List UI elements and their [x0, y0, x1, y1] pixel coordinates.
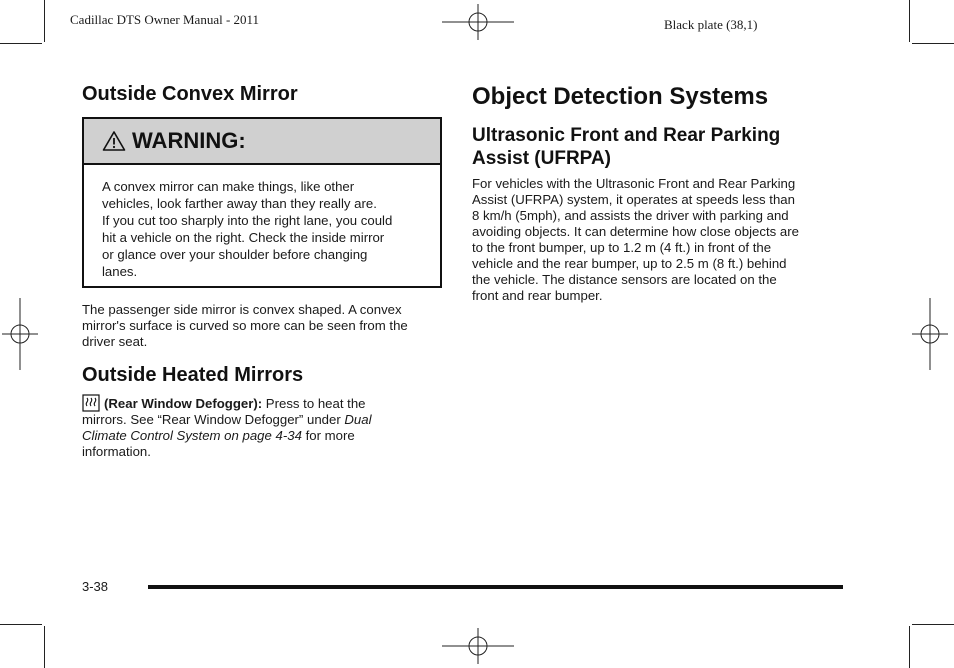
heading-ufrpa-line: Assist (UFRPA): [472, 148, 611, 169]
paragraph-line: driver seat.: [82, 334, 148, 349]
page-number: 3-38: [82, 579, 109, 594]
header-plate-info: Black plate (38,1): [664, 17, 758, 32]
paragraph-line: Assist (UFRPA) system, it operates at speeds less than: [472, 192, 795, 207]
crop-mark-br-v: [909, 626, 910, 668]
crop-mark-tr-v: [909, 0, 910, 42]
cross-reference-link[interactable]: Climate Control System on page 4-34: [82, 428, 302, 443]
warning-line: lanes.: [102, 263, 138, 279]
heading-ufrpa: [472, 124, 852, 170]
crop-mark-br-h: [912, 624, 954, 625]
defogger-paragraph: [82, 394, 447, 460]
crop-mark-tl-v: [44, 0, 45, 42]
defogger-text: information.: [82, 444, 151, 459]
cross-reference-link[interactable]: Dual: [344, 412, 372, 427]
paragraph-line: to the front bumper, up to 1.2 m (4 ft.) in front of the: [472, 240, 772, 255]
ufrpa-paragraph: [472, 176, 852, 304]
heading-outside-heated-mirrors: Outside Heated Mirrors: [82, 364, 304, 386]
paragraph-line: vehicle and the rear bumper, up to 2.5 m (8 ft.) behind: [472, 256, 787, 271]
crop-mark-tl-h: [0, 43, 42, 44]
registration-mark-icon: [442, 4, 514, 40]
paragraph-line: For vehicles with the Ultrasonic Front and Rear Parking: [472, 176, 796, 191]
warning-box: [82, 117, 442, 288]
paragraph-line: front and rear bumper.: [472, 288, 603, 303]
warning-line: vehicles, look farther away than they really are.: [102, 195, 377, 211]
registration-mark-icon: [442, 628, 514, 664]
paragraph-line: avoiding objects. It can determine how close objects are: [472, 224, 799, 239]
warning-line: hit a vehicle on the right. Check the inside mirror: [102, 229, 385, 245]
registration-mark-icon: [2, 298, 38, 370]
paragraph-line: The passenger side mirror is convex shaped. A convex: [82, 302, 402, 317]
defogger-text: for more: [301, 428, 355, 443]
warning-line: If you cut too sharply into the right lane, you could: [102, 212, 393, 228]
paragraph-line: mirror's surface is curved so more can be seen from the: [82, 318, 408, 333]
warning-line: A convex mirror can make things, like other: [102, 179, 355, 194]
heading-outside-convex-mirror: Outside Convex Mirror: [82, 83, 298, 105]
heading-ufrpa-line: Ultrasonic Front and Rear Parking: [472, 125, 781, 146]
footer-rule: [148, 585, 843, 589]
defogger-label: (Rear Window Defogger):: [104, 396, 263, 411]
paragraph-line: the vehicle. The distance sensors are located on the: [472, 272, 777, 287]
heading-object-detection-systems: Object Detection Systems: [472, 83, 769, 110]
crop-mark-bl-h: [0, 624, 42, 625]
warning-triangle-icon: [102, 130, 126, 152]
defogger-text: mirrors. See “Rear Window Defogger” under: [82, 412, 345, 427]
rear-defogger-icon: [82, 394, 100, 412]
warning-title: WARNING:: [132, 128, 246, 153]
crop-mark-bl-v: [44, 626, 45, 668]
warning-line: or glance over your shoulder before changing: [102, 246, 368, 262]
warning-header: [84, 119, 440, 165]
header-manual-title: Cadillac DTS Owner Manual - 2011: [70, 12, 260, 27]
paragraph-line: 8 km/h (5mph), and assists the driver with parking and: [472, 208, 789, 223]
warning-text: [102, 179, 428, 280]
convex-mirror-paragraph: [82, 302, 447, 350]
crop-mark-tr-h: [912, 43, 954, 44]
registration-mark-icon: [912, 298, 948, 370]
defogger-text: Press to heat the: [262, 396, 366, 411]
